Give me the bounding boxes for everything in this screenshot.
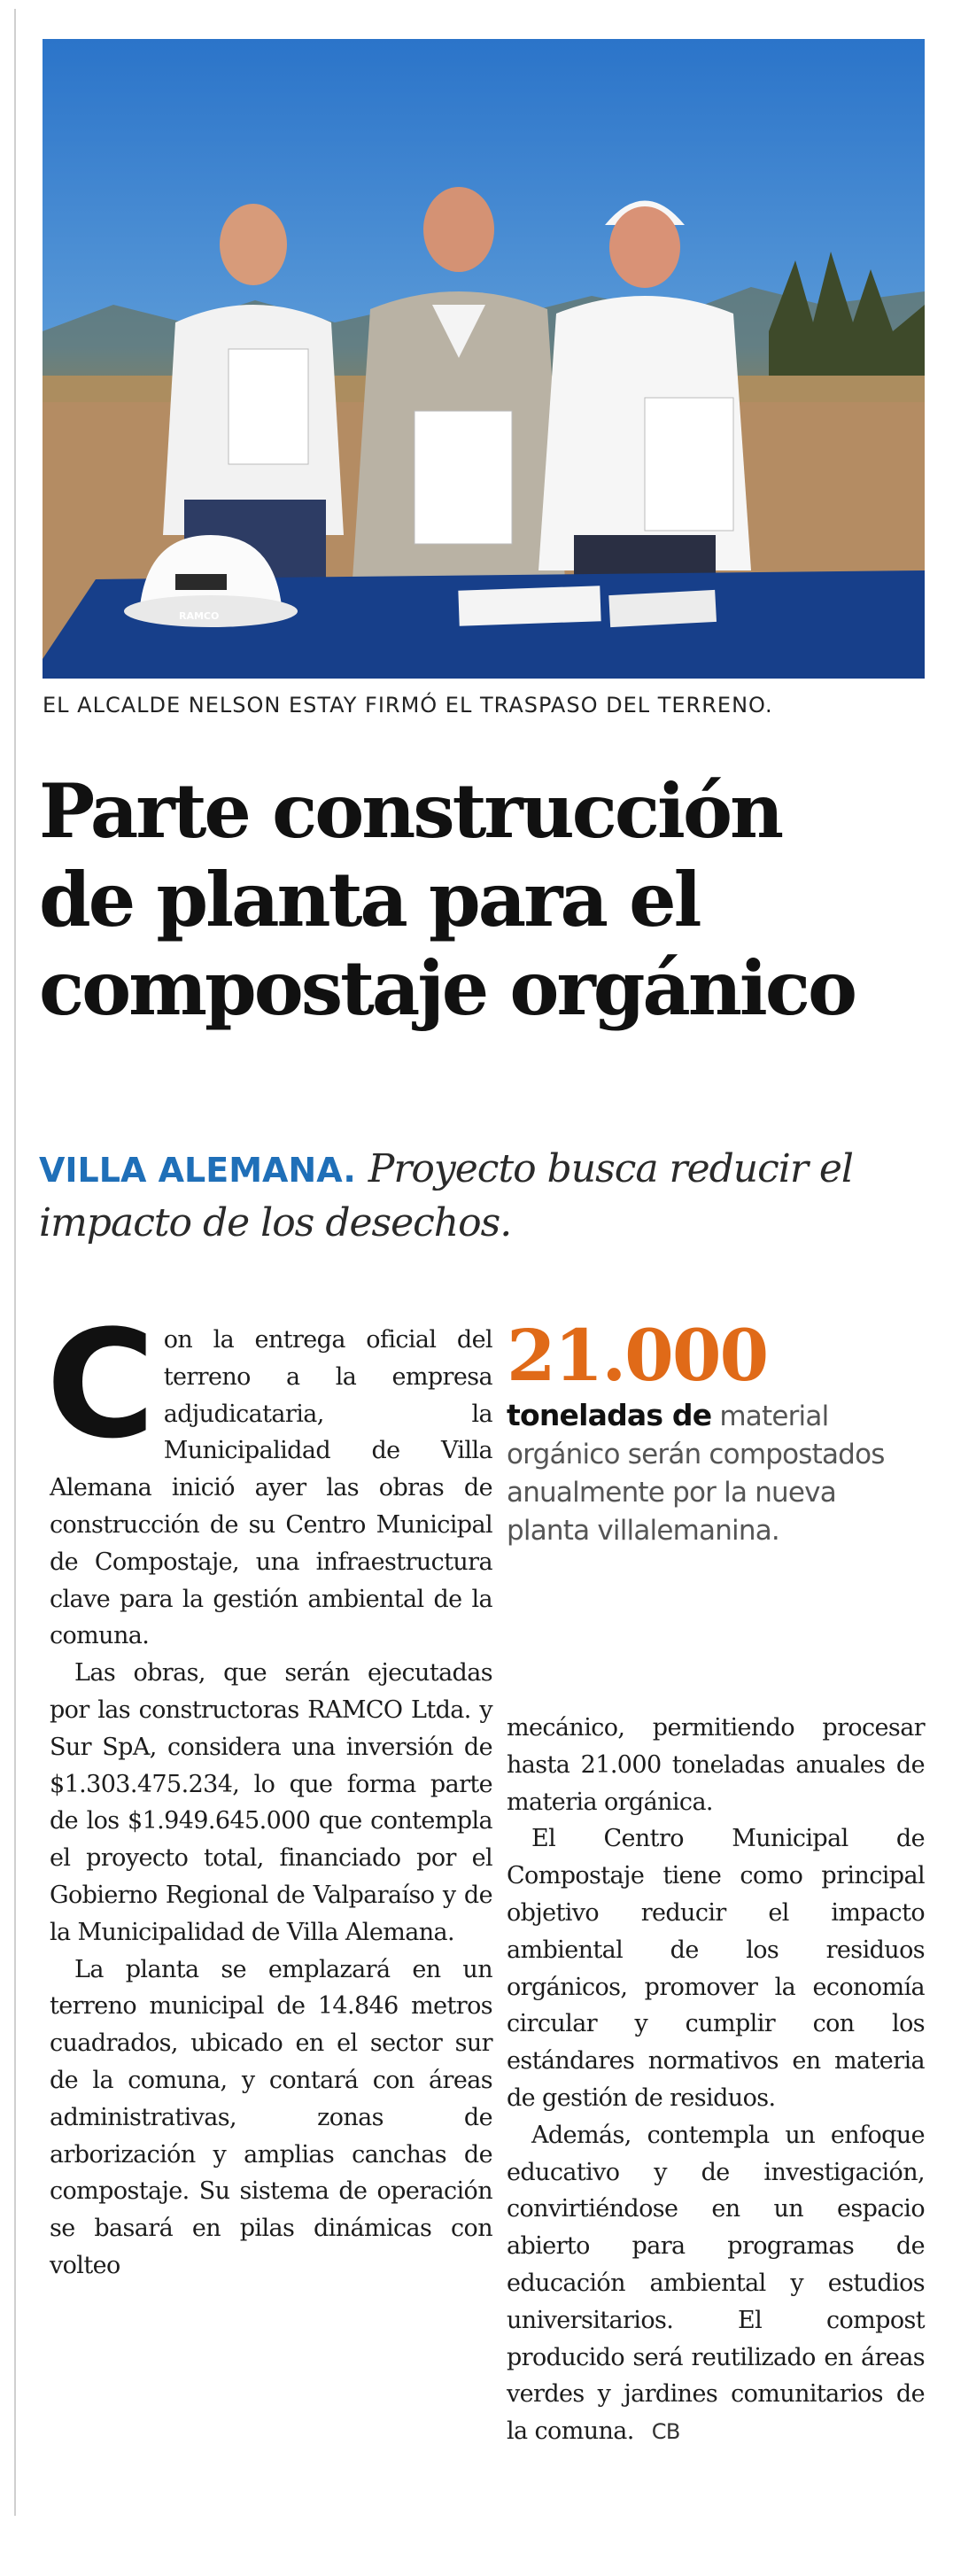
- drop-cap: C: [46, 1298, 155, 1471]
- paragraph-5: [507, 2117, 925, 2451]
- paragraph-3-continued: mecánico, permitiendo procesar hasta 21.000 toneladas anuales de materia orgánica.: [507, 1714, 925, 1816]
- person-center: [353, 187, 565, 579]
- photo-illustration: [43, 39, 925, 679]
- left-rule: [14, 9, 16, 2516]
- headline-line-1: Parte construcción: [39, 767, 782, 855]
- article-column-left: [46, 1298, 492, 2285]
- stat-text: material orgánico serán compostados anualmente por la nueva planta villalemanina.: [507, 1401, 885, 1547]
- headline-line-2: de planta para el: [39, 856, 700, 943]
- person-right: [538, 201, 751, 607]
- headline-line-3: compostaje orgánico: [39, 944, 856, 1032]
- helmet-logo-text: RAMCO: [179, 610, 220, 622]
- paragraph-5-text: Además, contempla un enfoque educativo y de investigación, convirtiéndose en un espacio abierto para programas de educación ambiental y estudios universitarios. El compost producido será reutilizado en áreas verdes y jardines comunitarios de la comuna.: [507, 2121, 925, 2446]
- papers-shape: [458, 586, 600, 626]
- stat-description: [507, 1396, 925, 1550]
- lede: [39, 1143, 925, 1250]
- lede-text: Proyecto busca reducir el impacto de los desechos.: [39, 1146, 853, 1245]
- paragraph-1: [46, 1298, 492, 1655]
- paragraph-3: La planta se emplazará en un terreno municipal de 14.846 metros cuadrados, ubicado en el sector sur de la comuna, y contará con áreas administrativas, zonas de arborización y amplias canchas de compostaje. Su sistema de operación se basará en pilas dinámicas con volteo: [50, 1955, 492, 2279]
- stat-strong-text: toneladas de: [507, 1398, 712, 1432]
- paragraph-2: Las obras, que serán ejecutadas por las constructoras RAMCO Ltda. y Sur SpA, considera una inversión de $1.303.475.234, lo que forma parte de los $1.949.645.000 que contempla el proyecto total, financiado por el Gobierno Regional de Valparaíso y de la Municipalidad de Villa Alemana.: [50, 1659, 492, 1946]
- lede-place: VILLA ALEMANA.: [39, 1151, 356, 1190]
- photo-caption: EL ALCALDE NELSON ESTAY FIRMÓ EL TRASPASO DEL TERRENO.: [43, 693, 773, 718]
- stat-box: [507, 1315, 925, 1550]
- headline: [39, 767, 925, 1033]
- papers-shape-2: [608, 590, 717, 627]
- stat-number: 21.000: [507, 1314, 768, 1397]
- article-column-right: [507, 1710, 925, 2451]
- paragraph-1-text: on la entrega oficial del terreno a la empresa adjudicataria, la Municipalidad de Villa Alemana inició ayer las obras de construcción de su Centro Municipal de Compostaje, una infraestructura clave para la gestión ambiental de la comuna.: [50, 1326, 492, 1650]
- end-mark: CB: [651, 2419, 680, 2445]
- paragraph-4: El Centro Municipal de Compostaje tiene como principal objetivo reducir el impacto ambiental de los residuos orgánicos, promover la economía circular y cumplir con los estándares normativos en materia de gestión de residuos.: [507, 1825, 925, 2112]
- news-photo: [43, 39, 925, 679]
